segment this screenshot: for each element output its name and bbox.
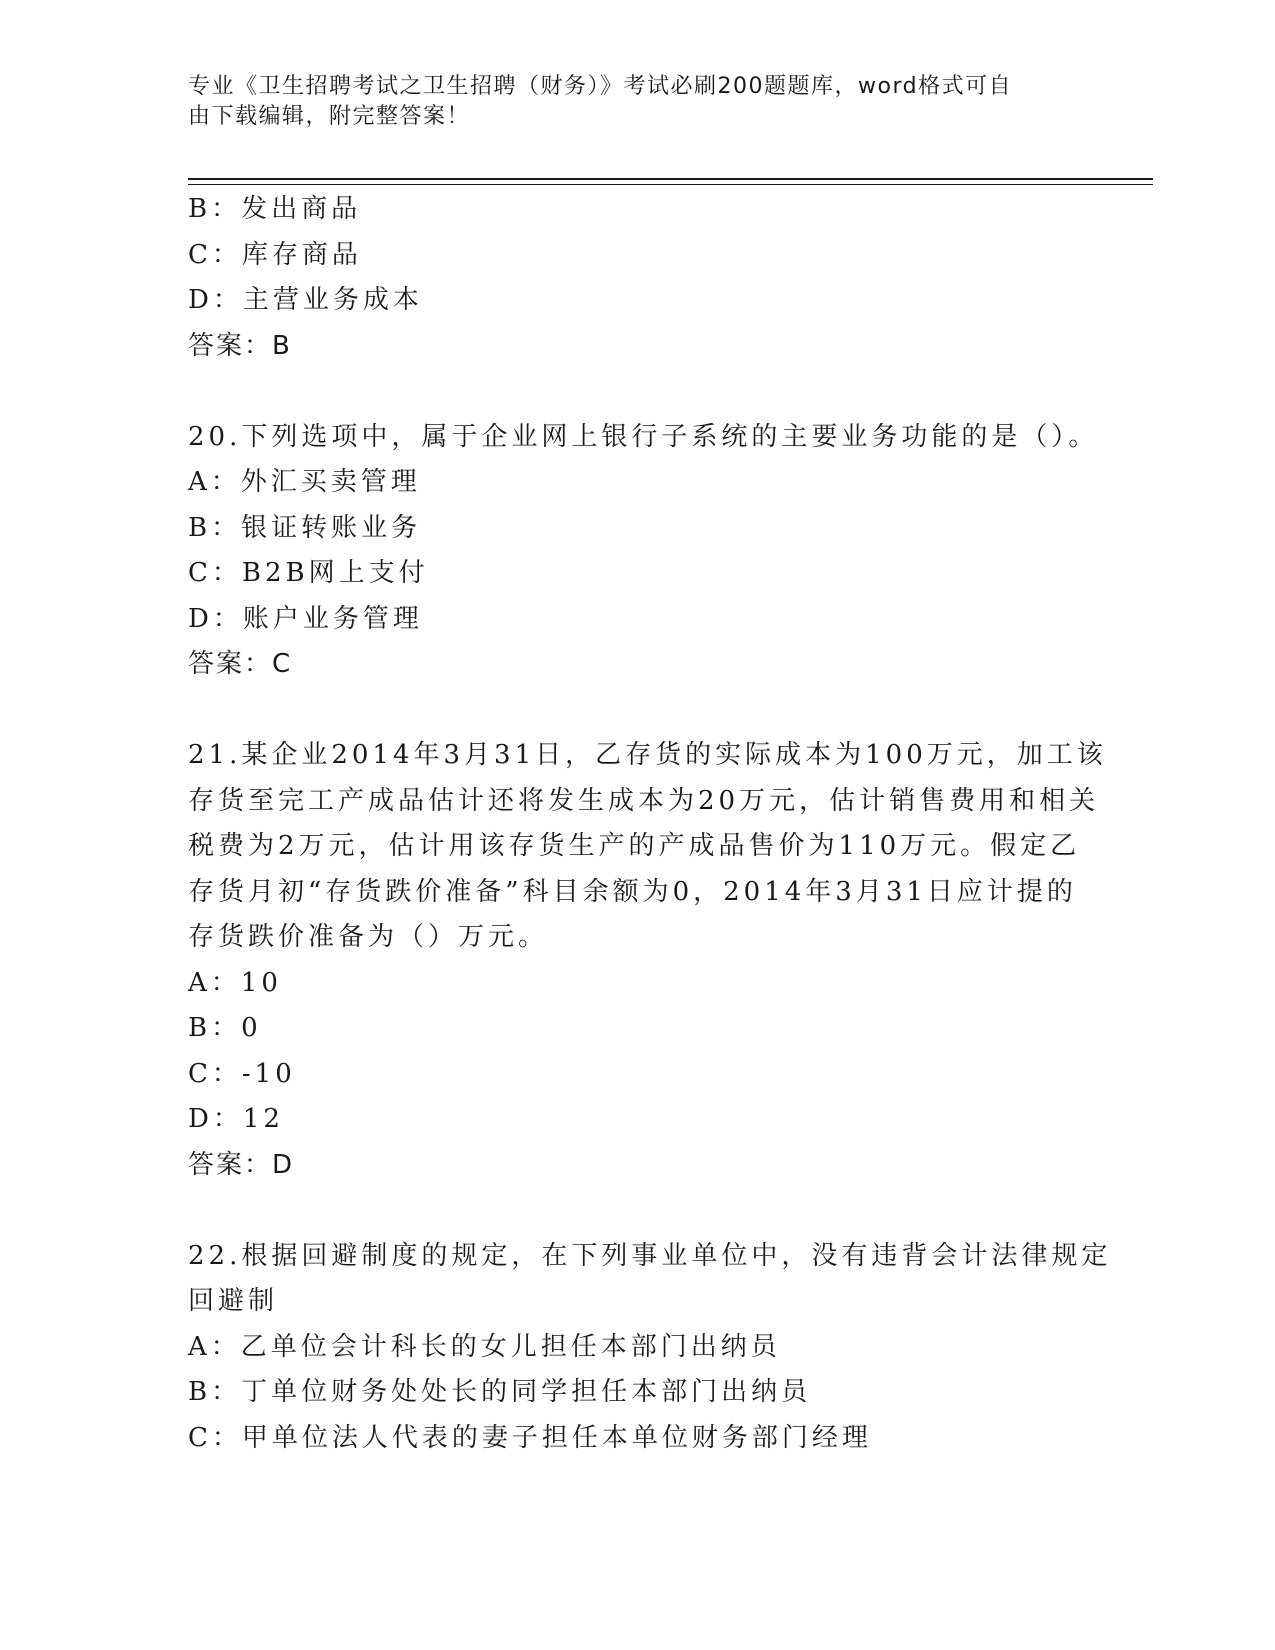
option-b: B：发出商品 [188, 194, 362, 224]
option-a: A：10 [188, 967, 282, 998]
question-22-block [188, 1234, 1112, 1462]
option-d: D：账户业务管理 [188, 603, 423, 634]
option-a: A：外汇买卖管理 [188, 467, 421, 497]
question-line: 22.根据回避制度的规定，在下列事业单位中，没有违背会计法律规定 [188, 1240, 1112, 1271]
answer: 答案：D [188, 1149, 295, 1180]
question-21-text [188, 733, 1107, 961]
question-line: 回避制 [188, 1286, 279, 1316]
question-20-block [188, 415, 1099, 688]
question-22-text [188, 1234, 1112, 1325]
option-a: A：乙单位会计科长的女儿担任本部门出纳员 [188, 1331, 781, 1362]
question-line: 20.下列选项中，属于企业网上银行子系统的主要业务功能的是（）。 [188, 421, 1099, 452]
option-d: D：主营业务成本 [188, 285, 423, 315]
header-rule-thin [188, 184, 1153, 185]
option-b: B：丁单位财务处处长的同学担任本部门出纳员 [188, 1377, 812, 1407]
option-b: B：银证转账业务 [188, 512, 422, 543]
document-header [188, 72, 1068, 132]
question-20-text [188, 415, 1099, 461]
header-line-2: 由下载编辑，附完整答案！ [188, 104, 471, 129]
question-line: 存货跌价准备为（）万元。 [188, 922, 549, 952]
answer: 答案：B [188, 330, 292, 361]
question-line: 存货月初“存货跌价准备”科目余额为0，2014年3月31日应计提的 [188, 876, 1077, 907]
question-line: 21.某企业2014年3月31日，乙存货的实际成本为100万元，加工该 [188, 740, 1107, 770]
header-rule-thick [188, 178, 1153, 180]
spacer [188, 688, 1088, 734]
question-content [188, 187, 1112, 1461]
option-c: C：-10 [188, 1058, 296, 1089]
question-line: 存货至完工产成品估计还将发生成本为20万元，估计销售费用和相关 [188, 785, 1100, 816]
question-line: 税费为2万元，估计用该存货生产的产成品售价为110万元。假定乙 [188, 831, 1081, 861]
option-c: C：甲单位法人代表的妻子担任本单位财务部门经理 [188, 1422, 872, 1453]
spacer [188, 369, 1088, 415]
option-c: C：库存商品 [188, 239, 362, 270]
option-b: B：0 [188, 1013, 262, 1043]
header-line-1: 专业《卫生招聘考试之卫生招聘（财务）》考试必刷200题题库，word格式可自 [188, 74, 1013, 99]
spacer [188, 1188, 1088, 1234]
question-19-block [188, 187, 1088, 369]
answer: 答案：C [188, 649, 293, 679]
question-21-block [188, 733, 1107, 1188]
option-c: C：B2B网上支付 [188, 558, 429, 588]
option-d: D：12 [188, 1104, 284, 1134]
